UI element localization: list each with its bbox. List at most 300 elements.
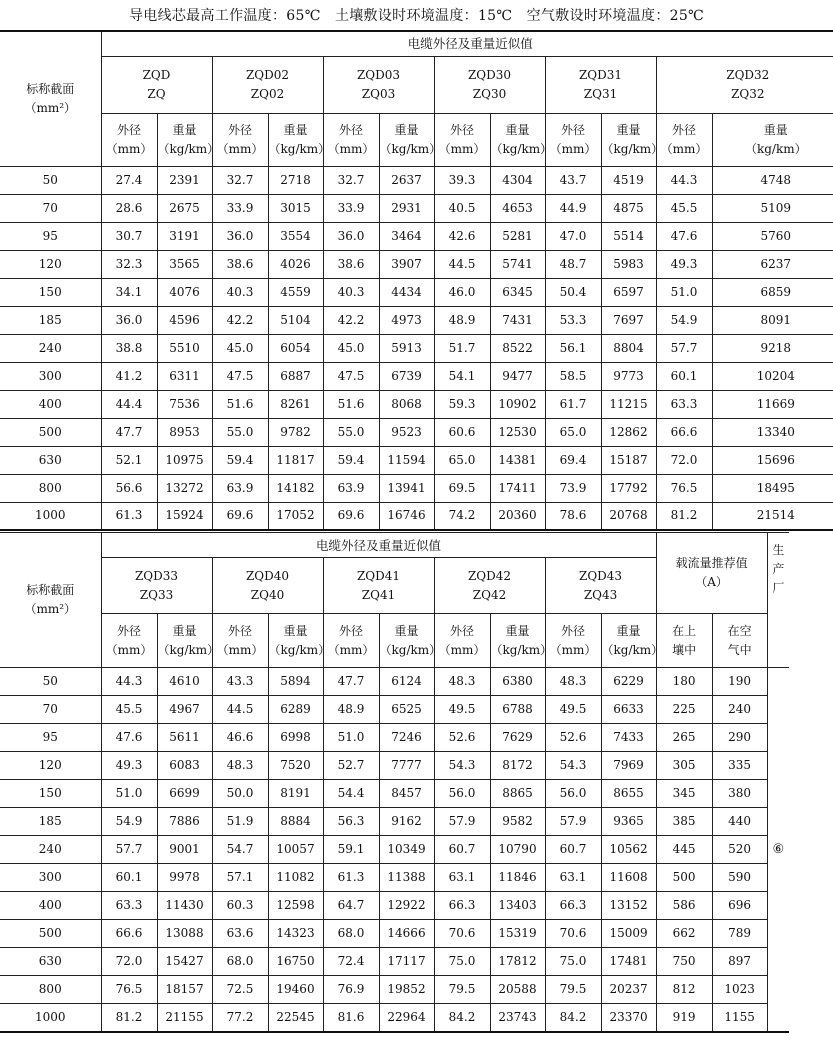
value-cell: 13941 [379,474,434,502]
table-row [0,696,789,724]
value-cell: 14182 [268,474,323,502]
model-header: ZQD31 ZQ31 [545,56,656,113]
value-cell: 72.5 [212,976,268,1004]
value-cell: 9001 [157,836,212,864]
value-cell: 445 [656,836,712,864]
value-cell: 79.5 [434,976,490,1004]
section-header: 标称截面 （mm²） [0,533,101,668]
value-cell: 440 [712,808,767,836]
value-cell: 57.9 [545,808,601,836]
od-subheader: 外径 （mm） [434,113,490,166]
value-cell: 8865 [490,780,545,808]
value-cell: 47.7 [101,418,157,446]
value-cell: 69.6 [323,502,379,530]
table-row [0,194,833,222]
value-cell: 60.7 [545,836,601,864]
value-cell: 81.6 [323,1004,379,1032]
value-cell: 48.7 [545,250,601,278]
value-cell: 15187 [601,446,656,474]
model-header: ZQD33 ZQ33 [101,558,212,614]
model-header: ZQD ZQ [101,56,212,113]
section-header: 标称截面 （mm²） [0,31,101,166]
table-row [0,864,789,892]
value-cell: 44.3 [656,166,712,194]
value-cell: 345 [656,780,712,808]
table-row [0,222,833,250]
value-cell: 6699 [157,780,212,808]
value-cell: 20360 [490,502,545,530]
value-cell: 3554 [268,222,323,250]
value-cell: 3907 [379,250,434,278]
value-cell: 5281 [490,222,545,250]
value-cell: 38.8 [101,334,157,362]
value-cell: 13403 [490,892,545,920]
value-cell: 6237 [712,250,833,278]
value-cell: 20237 [601,976,656,1004]
value-cell: 54.1 [434,362,490,390]
value-cell: 225 [656,696,712,724]
value-cell: 42.2 [323,306,379,334]
value-cell: 5104 [268,306,323,334]
value-cell: 48.3 [545,668,601,696]
table-row [0,166,833,194]
value-cell: 10349 [379,836,434,864]
value-cell: 56.3 [323,808,379,836]
value-cell: 23743 [490,1004,545,1032]
value-cell: 520 [712,836,767,864]
value-cell: 28.6 [101,194,157,222]
value-cell: 14666 [379,920,434,948]
value-cell: 57.7 [656,334,712,362]
table-row [0,780,789,808]
value-cell: 52.6 [545,724,601,752]
value-cell: 812 [656,976,712,1004]
value-cell: 70.6 [434,920,490,948]
weight-subheader: 重量 （kg/km） [601,614,656,668]
value-cell: 7697 [601,306,656,334]
table-row [0,808,789,836]
value-cell: 21514 [712,502,833,530]
value-cell: 51.9 [212,808,268,836]
value-cell: 75.0 [545,948,601,976]
value-cell: 12530 [490,418,545,446]
value-cell: 57.9 [434,808,490,836]
section-cell: 95 [0,724,101,752]
value-cell: 12922 [379,892,434,920]
value-cell: 7536 [157,390,212,418]
table-row [0,278,833,306]
value-cell: 7969 [601,752,656,780]
value-cell: 39.3 [434,166,490,194]
value-cell: 5913 [379,334,434,362]
value-cell: 500 [656,864,712,892]
value-cell: 40.3 [323,278,379,306]
section-cell: 300 [0,864,101,892]
value-cell: 3464 [379,222,434,250]
value-cell: 11082 [268,864,323,892]
table-row [0,306,833,334]
value-cell: 6311 [157,362,212,390]
value-cell: 81.2 [101,1004,157,1032]
value-cell: 44.3 [101,668,157,696]
value-cell: 73.9 [545,474,601,502]
value-cell: 36.0 [101,306,157,334]
value-cell: 54.3 [545,752,601,780]
value-cell: 61.3 [323,864,379,892]
value-cell: 13152 [601,892,656,920]
value-cell: 10790 [490,836,545,864]
value-cell: 54.9 [101,808,157,836]
value-cell: 70.6 [545,920,601,948]
value-cell: 76.9 [323,976,379,1004]
value-cell: 6525 [379,696,434,724]
value-cell: 34.1 [101,278,157,306]
value-cell: 1155 [712,1004,767,1032]
value-cell: 47.6 [656,222,712,250]
value-cell: 60.1 [101,864,157,892]
value-cell: 265 [656,724,712,752]
section-cell: 800 [0,474,101,502]
value-cell: 8172 [490,752,545,780]
value-cell: 305 [656,752,712,780]
od-subheader: 外径 （mm） [323,113,379,166]
value-cell: 6788 [490,696,545,724]
value-cell: 41.2 [101,362,157,390]
weight-subheader: 重量 （kg/km） [490,614,545,668]
value-cell: 59.4 [323,446,379,474]
value-cell: 30.7 [101,222,157,250]
value-cell: 32.7 [212,166,268,194]
value-cell: 38.6 [323,250,379,278]
value-cell: 7520 [268,752,323,780]
value-cell: 50.0 [212,780,268,808]
section-cell: 185 [0,306,101,334]
value-cell: 15696 [712,446,833,474]
value-cell: 45.0 [212,334,268,362]
value-cell: 9782 [268,418,323,446]
value-cell: 69.6 [212,502,268,530]
value-cell: 10902 [490,390,545,418]
value-cell: 45.5 [656,194,712,222]
value-cell: 15319 [490,920,545,948]
value-cell: 17411 [490,474,545,502]
value-cell: 65.0 [434,446,490,474]
value-cell: 4559 [268,278,323,306]
value-cell: 84.2 [434,1004,490,1032]
value-cell: 51.7 [434,334,490,362]
od-subheader: 外径 （mm） [545,113,601,166]
value-cell: 5514 [601,222,656,250]
weight-subheader: 重量 （kg/km） [379,614,434,668]
model-header: ZQD43 ZQ43 [545,558,656,614]
ampacity-header: 载流量推荐值 （A） [656,533,767,614]
value-cell: 5741 [490,250,545,278]
value-cell: 36.0 [212,222,268,250]
value-cell: 6289 [268,696,323,724]
section-cell: 630 [0,948,101,976]
value-cell: 13088 [157,920,212,948]
value-cell: 18495 [712,474,833,502]
value-cell: 190 [712,668,767,696]
value-cell: 60.1 [656,362,712,390]
value-cell: 49.3 [656,250,712,278]
value-cell: 11608 [601,864,656,892]
weight-subheader: 重量 （kg/km） [268,113,323,166]
value-cell: 47.7 [323,668,379,696]
value-cell: 27.4 [101,166,157,194]
value-cell: 7246 [379,724,434,752]
value-cell: 52.7 [323,752,379,780]
value-cell: 15009 [601,920,656,948]
value-cell: 79.5 [545,976,601,1004]
value-cell: 76.5 [656,474,712,502]
value-cell: 8804 [601,334,656,362]
model-header: ZQD32 ZQ32 [656,56,833,113]
value-cell: 48.9 [434,306,490,334]
value-cell: 42.2 [212,306,268,334]
value-cell: 8191 [268,780,323,808]
value-cell: 44.5 [434,250,490,278]
section-cell: 70 [0,194,101,222]
od-subheader: 外径 （mm） [323,614,379,668]
value-cell: 750 [656,948,712,976]
value-cell: 7777 [379,752,434,780]
value-cell: 47.5 [212,362,268,390]
value-cell: 32.7 [323,166,379,194]
value-cell: 9978 [157,864,212,892]
value-cell: 2391 [157,166,212,194]
value-cell: 3015 [268,194,323,222]
value-cell: 49.5 [545,696,601,724]
value-cell: 7433 [601,724,656,752]
value-cell: 40.3 [212,278,268,306]
value-cell: 4596 [157,306,212,334]
value-cell: 11215 [601,390,656,418]
value-cell: 8953 [157,418,212,446]
weight-subheader: 重量 （kg/km） [268,614,323,668]
value-cell: 4076 [157,278,212,306]
value-cell: 44.4 [101,390,157,418]
value-cell: 240 [712,696,767,724]
value-cell: 51.0 [656,278,712,306]
section-cell: 120 [0,752,101,780]
value-cell: 7629 [490,724,545,752]
value-cell: 10204 [712,362,833,390]
value-cell: 63.6 [212,920,268,948]
value-cell: 8655 [601,780,656,808]
value-cell: 11430 [157,892,212,920]
table-row [0,474,833,502]
value-cell: 48.9 [323,696,379,724]
od-subheader: 外径 （mm） [101,113,157,166]
value-cell: 6345 [490,278,545,306]
value-cell: 68.0 [323,920,379,948]
value-cell: 11817 [268,446,323,474]
value-cell: 61.3 [101,502,157,530]
value-cell: 385 [656,808,712,836]
value-cell: 58.5 [545,362,601,390]
value-cell: 586 [656,892,712,920]
value-cell: 56.1 [545,334,601,362]
table-row [0,390,833,418]
value-cell: 17117 [379,948,434,976]
value-cell: 52.6 [434,724,490,752]
value-cell: 59.1 [323,836,379,864]
value-cell: 32.3 [101,250,157,278]
value-cell: 75.0 [434,948,490,976]
value-cell: 56.6 [101,474,157,502]
value-cell: 44.5 [212,696,268,724]
weight-subheader: 重量 （kg/km） [601,113,656,166]
value-cell: 76.5 [101,976,157,1004]
weight-subheader: 重量 （kg/km） [157,113,212,166]
value-cell: 2637 [379,166,434,194]
value-cell: 42.6 [434,222,490,250]
value-cell: 10562 [601,836,656,864]
value-cell: 6380 [490,668,545,696]
value-cell: 15924 [157,502,212,530]
value-cell: 56.0 [434,780,490,808]
od-subheader: 外径 （mm） [434,614,490,668]
value-cell: 36.0 [323,222,379,250]
value-cell: 68.0 [212,948,268,976]
table-row [0,892,789,920]
value-cell: 5109 [712,194,833,222]
value-cell: 2675 [157,194,212,222]
value-cell: 53.3 [545,306,601,334]
table-row [0,752,789,780]
value-cell: 12598 [268,892,323,920]
manufacturer-header: 生 产 厂 [767,533,789,668]
value-cell: 5894 [268,668,323,696]
value-cell: 46.6 [212,724,268,752]
value-cell: 10057 [268,836,323,864]
value-cell: 6054 [268,334,323,362]
value-cell: 40.5 [434,194,490,222]
value-cell: 9162 [379,808,434,836]
value-cell: 5611 [157,724,212,752]
value-cell: 45.0 [323,334,379,362]
value-cell: 65.0 [545,418,601,446]
value-cell: 9477 [490,362,545,390]
table-row [0,948,789,976]
value-cell: 63.1 [434,864,490,892]
section-cell: 300 [0,362,101,390]
value-cell: 17792 [601,474,656,502]
value-cell: 46.0 [434,278,490,306]
section-cell: 800 [0,976,101,1004]
value-cell: 59.4 [212,446,268,474]
value-cell: 19460 [268,976,323,1004]
value-cell: 3565 [157,250,212,278]
value-cell: 51.0 [323,724,379,752]
value-cell: 4610 [157,668,212,696]
value-cell: 6887 [268,362,323,390]
value-cell: 6739 [379,362,434,390]
section-cell: 630 [0,446,101,474]
value-cell: 17052 [268,502,323,530]
value-cell: 4973 [379,306,434,334]
section-cell: 1000 [0,502,101,530]
value-cell: 50.4 [545,278,601,306]
table-row [0,836,789,864]
value-cell: 17812 [490,948,545,976]
value-cell: 57.7 [101,836,157,864]
value-cell: 4519 [601,166,656,194]
value-cell: 54.7 [212,836,268,864]
value-cell: 919 [656,1004,712,1032]
value-cell: 4026 [268,250,323,278]
section-cell: 1000 [0,1004,101,1032]
value-cell: 590 [712,864,767,892]
value-cell: 380 [712,780,767,808]
model-header: ZQD03 ZQ03 [323,56,434,113]
table-row [0,418,833,446]
value-cell: 4434 [379,278,434,306]
section-cell: 50 [0,668,101,696]
value-cell: 43.3 [212,668,268,696]
od-subheader: 外径 （mm） [545,614,601,668]
value-cell: 45.5 [101,696,157,724]
value-cell: 11388 [379,864,434,892]
temperature-note: 导电线芯最高工作温度：65℃ 土壤敷设时环境温度：15℃ 空气敷设时环境温度：25℃ [128,8,705,24]
value-cell: 52.1 [101,446,157,474]
value-cell: 44.9 [545,194,601,222]
od-subheader: 外径 （mm） [212,113,268,166]
value-cell: 66.3 [434,892,490,920]
section-cell: 500 [0,418,101,446]
manufacturer-cell: ⑥ [767,668,789,1032]
value-cell: 63.9 [212,474,268,502]
value-cell: 17481 [601,948,656,976]
weight-subheader: 重量 （kg/km） [712,113,833,166]
weight-subheader: 重量 （kg/km） [157,614,212,668]
value-cell: 11669 [712,390,833,418]
value-cell: 51.6 [323,390,379,418]
value-cell: 16746 [379,502,434,530]
value-cell: 6124 [379,668,434,696]
value-cell: 22964 [379,1004,434,1032]
value-cell: 897 [712,948,767,976]
value-cell: 8068 [379,390,434,418]
value-cell: 66.6 [656,418,712,446]
ampacity-soil-subheader: 在上 壤中 [656,614,712,668]
value-cell: 81.2 [656,502,712,530]
section-cell: 185 [0,808,101,836]
value-cell: 72.0 [656,446,712,474]
value-cell: 60.6 [434,418,490,446]
section-cell: 400 [0,390,101,418]
value-cell: 59.3 [434,390,490,418]
value-cell: 78.6 [545,502,601,530]
value-cell: 69.5 [434,474,490,502]
value-cell: 47.0 [545,222,601,250]
value-cell: 54.4 [323,780,379,808]
value-cell: 21155 [157,1004,212,1032]
value-cell: 662 [656,920,712,948]
value-cell: 4304 [490,166,545,194]
weight-subheader: 重量 （kg/km） [379,113,434,166]
value-cell: 8261 [268,390,323,418]
value-cell: 47.6 [101,724,157,752]
table-row [0,724,789,752]
value-cell: 74.2 [434,502,490,530]
value-cell: 66.3 [545,892,601,920]
value-cell: 9582 [490,808,545,836]
value-cell: 6597 [601,278,656,306]
section-cell: 500 [0,920,101,948]
value-cell: 8457 [379,780,434,808]
